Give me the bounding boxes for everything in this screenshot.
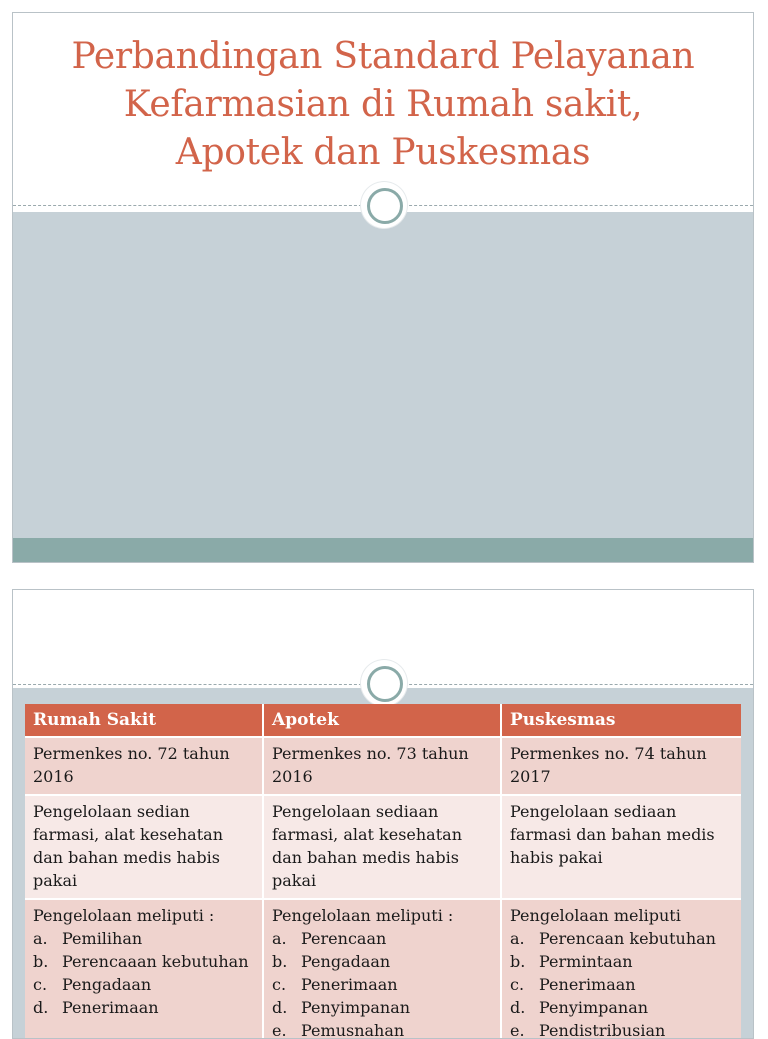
list-item <box>510 950 733 973</box>
comparison-table <box>25 704 741 1039</box>
footer-bar <box>13 538 753 563</box>
table-row <box>25 737 741 795</box>
table-cell: Pengelolaan sediaan farmasi, alat kesehatan dan bahan medis habis pakai <box>263 795 501 899</box>
list-marker: c. <box>510 975 525 994</box>
list-item-text: Pemusnahan <box>301 1021 405 1039</box>
list-item-text: Pemilihan <box>62 929 143 948</box>
list-marker: e. <box>272 1021 287 1039</box>
list-item <box>272 973 492 996</box>
table-header-row <box>25 704 741 737</box>
table-cell: Permenkes no. 73 tahun 2016 <box>263 737 501 795</box>
list-item-text: Pendistribusian <box>539 1021 666 1039</box>
table-row <box>25 795 741 899</box>
list-item-text: Penyimpanan <box>301 998 411 1017</box>
list-item <box>33 950 254 973</box>
list-marker: b. <box>33 952 49 971</box>
list-item <box>272 996 492 1019</box>
list-item-text: Penerimaan <box>539 975 636 994</box>
list-item-text: Permintaan <box>539 952 633 971</box>
content-panel <box>13 212 753 538</box>
circle-ring-icon <box>361 182 407 228</box>
list-item-text: Penyimpanan <box>539 998 649 1017</box>
title-line: Perbandingan Standard Pelayanan <box>71 36 695 77</box>
table-cell: Pengelolaan sediaan farmasi dan bahan medis habis pakai <box>501 795 741 899</box>
list-intro: Pengelolaan meliputi <box>510 906 681 925</box>
list-item <box>510 1019 733 1039</box>
list-item <box>510 996 733 1019</box>
table-cell <box>501 899 741 1039</box>
list-item-text: Perencaaan kebutuhan <box>62 952 249 971</box>
list-marker: b. <box>510 952 526 971</box>
list-item-text: Pengadaan <box>301 952 391 971</box>
table-row <box>25 899 741 1039</box>
title-slide <box>12 12 754 563</box>
table-cell: Permenkes no. 72 tahun 2016 <box>25 737 263 795</box>
list-marker: d. <box>33 998 49 1017</box>
process-list <box>510 927 733 1039</box>
list-marker: c. <box>33 975 48 994</box>
list-intro: Pengelolaan meliputi : <box>33 906 215 925</box>
table-cell: Permenkes no. 74 tahun 2017 <box>501 737 741 795</box>
circle-ring-icon <box>361 660 407 706</box>
title-line: Kefarmasian di Rumah sakit, <box>123 84 643 125</box>
list-marker: a. <box>510 929 525 948</box>
table-cell: Pengelolaan sedian farmasi, alat kesehatan dan bahan medis habis pakai <box>25 795 263 899</box>
list-intro: Pengelolaan meliputi : <box>272 906 454 925</box>
process-list <box>272 927 492 1039</box>
title-line: Apotek dan Puskesmas <box>175 132 591 173</box>
process-list <box>33 927 254 1019</box>
list-marker: e. <box>510 1021 525 1039</box>
list-marker: b. <box>272 952 288 971</box>
list-item <box>33 927 254 950</box>
table-cell <box>25 899 263 1039</box>
list-marker: d. <box>272 998 288 1017</box>
column-header-rumah-sakit: Rumah Sakit <box>25 704 263 737</box>
list-marker: a. <box>272 929 287 948</box>
list-item-text: Penerimaan <box>301 975 398 994</box>
list-item <box>272 1019 492 1039</box>
slide-title <box>13 33 753 177</box>
list-item <box>510 927 733 950</box>
list-item <box>272 927 492 950</box>
list-marker: a. <box>33 929 48 948</box>
list-item-text: Perencaan kebutuhan <box>539 929 716 948</box>
list-item <box>33 996 254 1019</box>
list-marker: c. <box>272 975 287 994</box>
list-item <box>272 950 492 973</box>
list-marker: d. <box>510 998 526 1017</box>
column-header-apotek: Apotek <box>263 704 501 737</box>
column-header-puskesmas: Puskesmas <box>501 704 741 737</box>
comparison-slide <box>12 589 754 1039</box>
list-item <box>510 973 733 996</box>
table-cell <box>263 899 501 1039</box>
list-item-text: Pengadaan <box>62 975 152 994</box>
list-item-text: Penerimaan <box>62 998 159 1017</box>
list-item <box>33 973 254 996</box>
list-item-text: Perencaan <box>301 929 387 948</box>
